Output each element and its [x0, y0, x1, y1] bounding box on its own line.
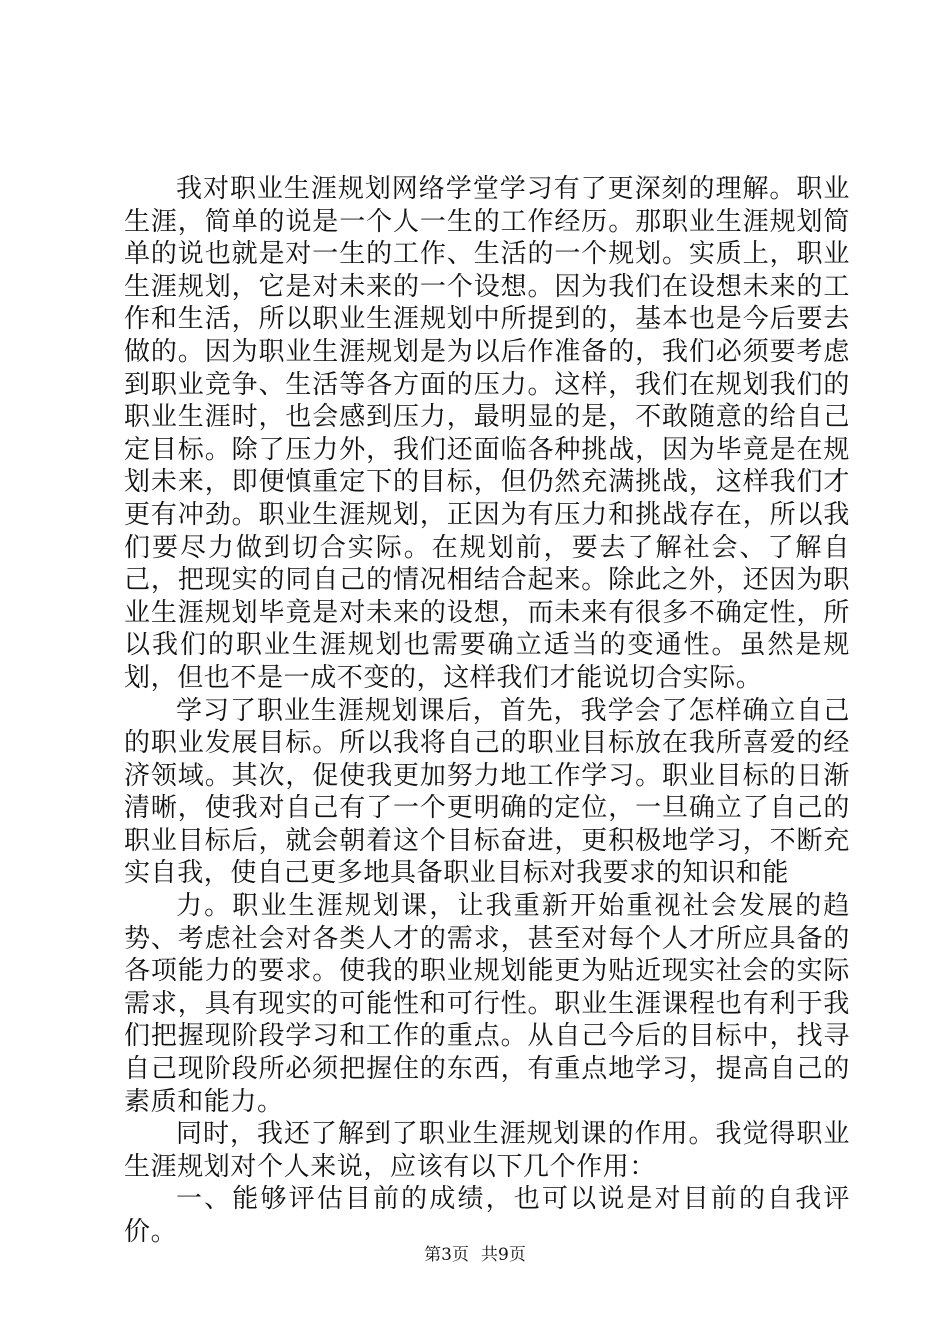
paragraph-1: 我对职业生涯规划网络学堂学习有了更深刻的理解。职业生涯，简单的说是一个人一生的工作经历。那职业生涯规划简单的说也就是对一生的工作、生活的一个规划。实质上，职业生涯规划，它是对未来的一个设想。因为我们在设想未来的工作和生活，所以职业生涯规划中所提到的，基本也是今后要去做的。因为职业生涯规划是为以后作准备的，我们必须要考虑到职业竞争、生活等各方面的压力。这样，我们在规划我们的职业生涯时，也会感到压力，最明显的是，不敢随意的给自己定目标。除了压力外，我们还面临各种挑战，因为毕竟是在规划未来，即便慎重定下的目标，但仍然充满挑战，这样我们才更有冲劲。职业生涯规划，正因为有压力和挑战存在，所以我们要尽力做到切合实际。在规划前，要去了解社会、了解自己，把现实的同自己的情况相结合起来。除此之外，还因为职业生涯规划毕竟是对未来的设想，而未来有很多不确定性，所以我们的职业生涯规划也需要确立适当的变通性。虽然是规划，但也不是一成不变的，这样我们才能说切合实际。	[124, 174, 850, 693]
page-total: 共9页	[481, 1245, 526, 1265]
page-number: 第3页	[424, 1245, 469, 1265]
paragraph-3: 力。职业生涯规划课，让我重新开始重视社会发展的趋势、考虑社会对各类人才的需求，甚至对每个人才所应具备的各项能力的要求。使我的职业规划能更为贴近现实社会的实际需求，具有现实的可能性和可行性。职业生涯课程也有利于我们把握现阶段学习和工作的重点。从自己今后的目标中，找寻自己现阶段所必须把握住的东西，有重点地学习，提高自己的素质和能力。	[124, 891, 850, 1117]
document-body	[124, 173, 850, 1249]
paragraph-2: 学习了职业生涯规划课后，首先，我学会了怎样确立自己的职业发展目标。所以我将自己的职业目标放在我所喜爱的经济领域。其次，促使我更加努力地工作学习。职业目标的日渐清晰，使我对自己有了一个更明确的定位，一旦确立了自己的职业目标后，就会朝着这个目标奋进，更积极地学习，不断充实自我，使自己更多地具备职业目标对我要求的知识和能	[124, 695, 850, 889]
paragraph-5: 一、能够评估目前的成绩，也可以说是对目前的自我评价。	[124, 1184, 850, 1247]
paragraph-4: 同时，我还了解到了职业生涯规划课的作用。我觉得职业生涯规划对个人来说，应该有以下几个作用：	[124, 1119, 850, 1182]
page-footer	[0, 1244, 950, 1266]
